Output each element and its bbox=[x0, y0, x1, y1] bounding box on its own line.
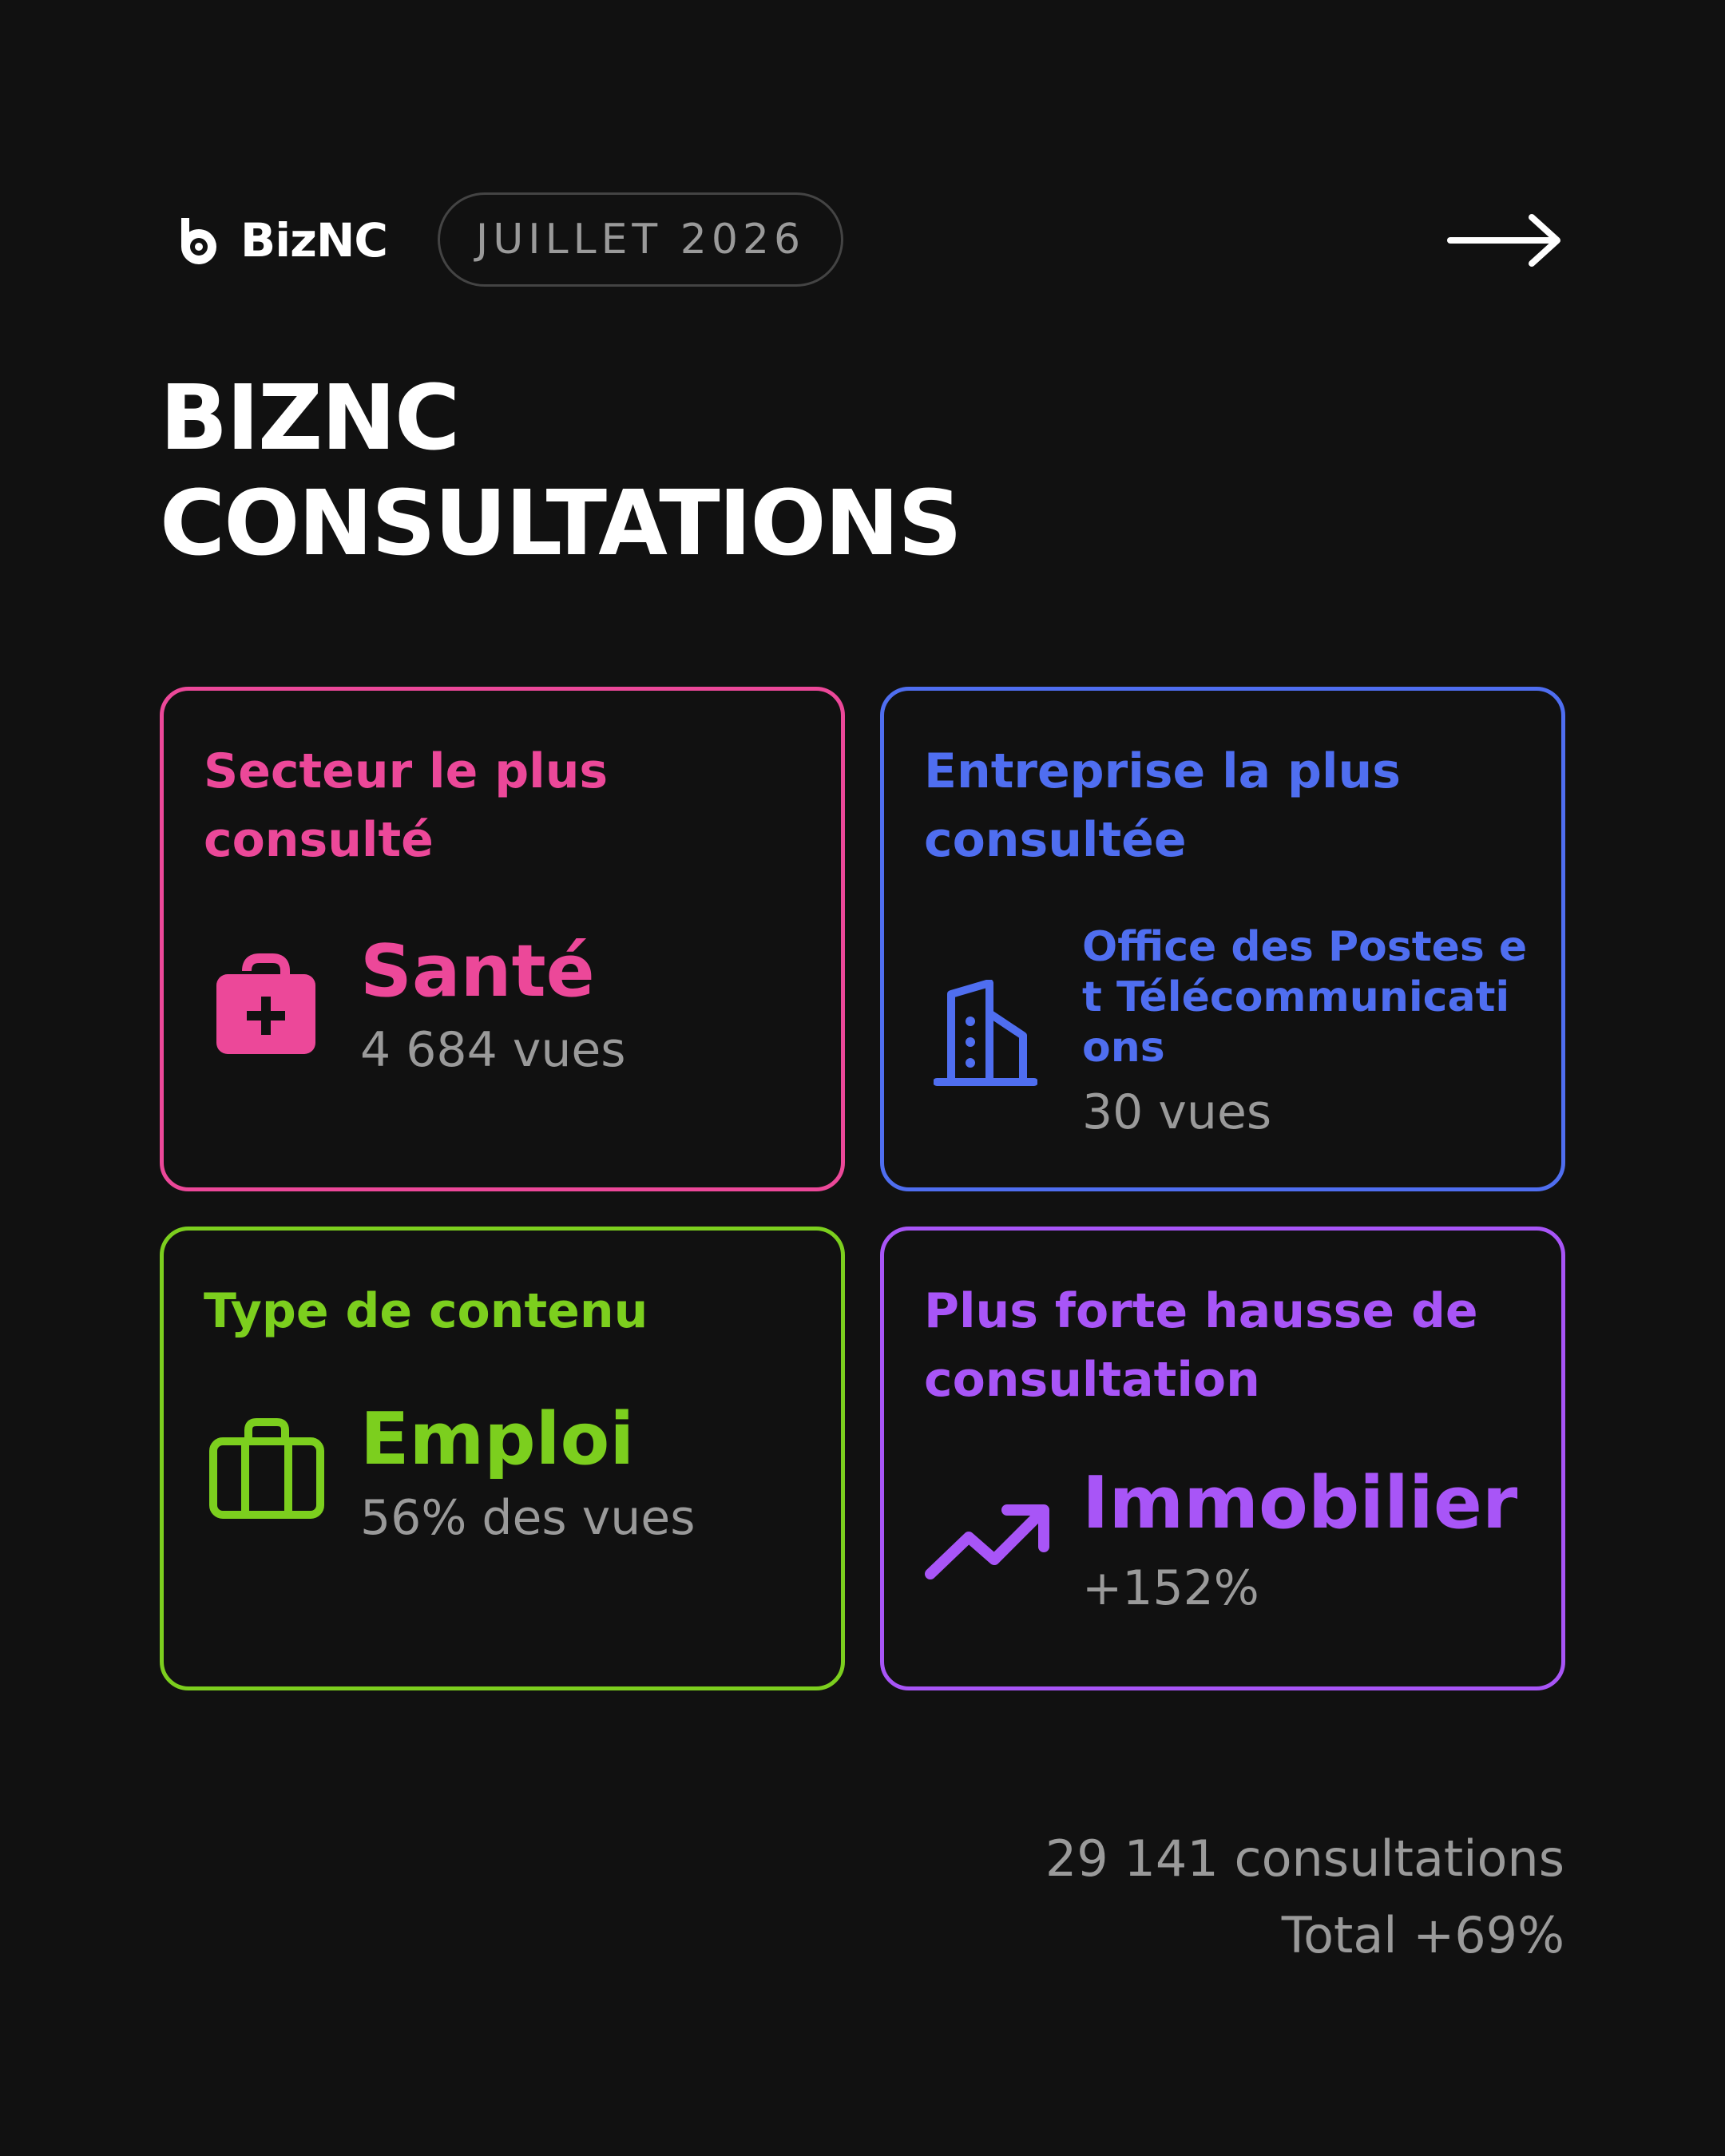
date-pill[interactable]: JUILLET 2026 bbox=[438, 192, 843, 287]
card-top-company bbox=[880, 687, 1565, 1191]
card-content-type bbox=[160, 1227, 845, 1690]
page-title bbox=[160, 366, 961, 577]
page-title-line1: BIZNC bbox=[160, 367, 459, 470]
card-top-sector bbox=[160, 687, 845, 1191]
trending-up-icon bbox=[924, 1502, 1052, 1582]
card-label: Secteur le plus consulté bbox=[204, 743, 609, 868]
totals-summary bbox=[1045, 1821, 1564, 1974]
briefcase-icon bbox=[208, 1416, 325, 1521]
card-value: Office des Postes et Télécommunications bbox=[1082, 923, 1528, 1072]
page-title-line2: CONSULTATIONS bbox=[160, 472, 961, 576]
card-label: Type de contenu bbox=[204, 1283, 648, 1339]
card-value: Santé bbox=[360, 929, 595, 1013]
card-sub: 56% des vues bbox=[360, 1490, 696, 1546]
card-sub: +152% bbox=[1082, 1560, 1259, 1616]
brand-name: BizNC bbox=[240, 213, 387, 268]
total-consultations: 29 141 consultations bbox=[1045, 1829, 1564, 1888]
card-top-increase bbox=[880, 1227, 1565, 1690]
building-icon bbox=[934, 980, 1037, 1088]
medical-kit-icon bbox=[212, 950, 320, 1059]
card-sub: 30 vues bbox=[1082, 1084, 1272, 1140]
biznc-logo-icon bbox=[173, 215, 224, 266]
total-growth: Total +69% bbox=[1281, 1906, 1564, 1964]
card-value: Emploi bbox=[360, 1397, 635, 1481]
card-sub: 4 684 vues bbox=[360, 1022, 626, 1078]
card-label: Entreprise la plus consultée bbox=[924, 743, 1401, 868]
card-label: Plus forte hausse de consultation bbox=[924, 1283, 1478, 1408]
brand-logo bbox=[173, 212, 387, 268]
card-value: Immobilier bbox=[1082, 1461, 1518, 1545]
arrow-right-icon[interactable] bbox=[1447, 212, 1563, 268]
